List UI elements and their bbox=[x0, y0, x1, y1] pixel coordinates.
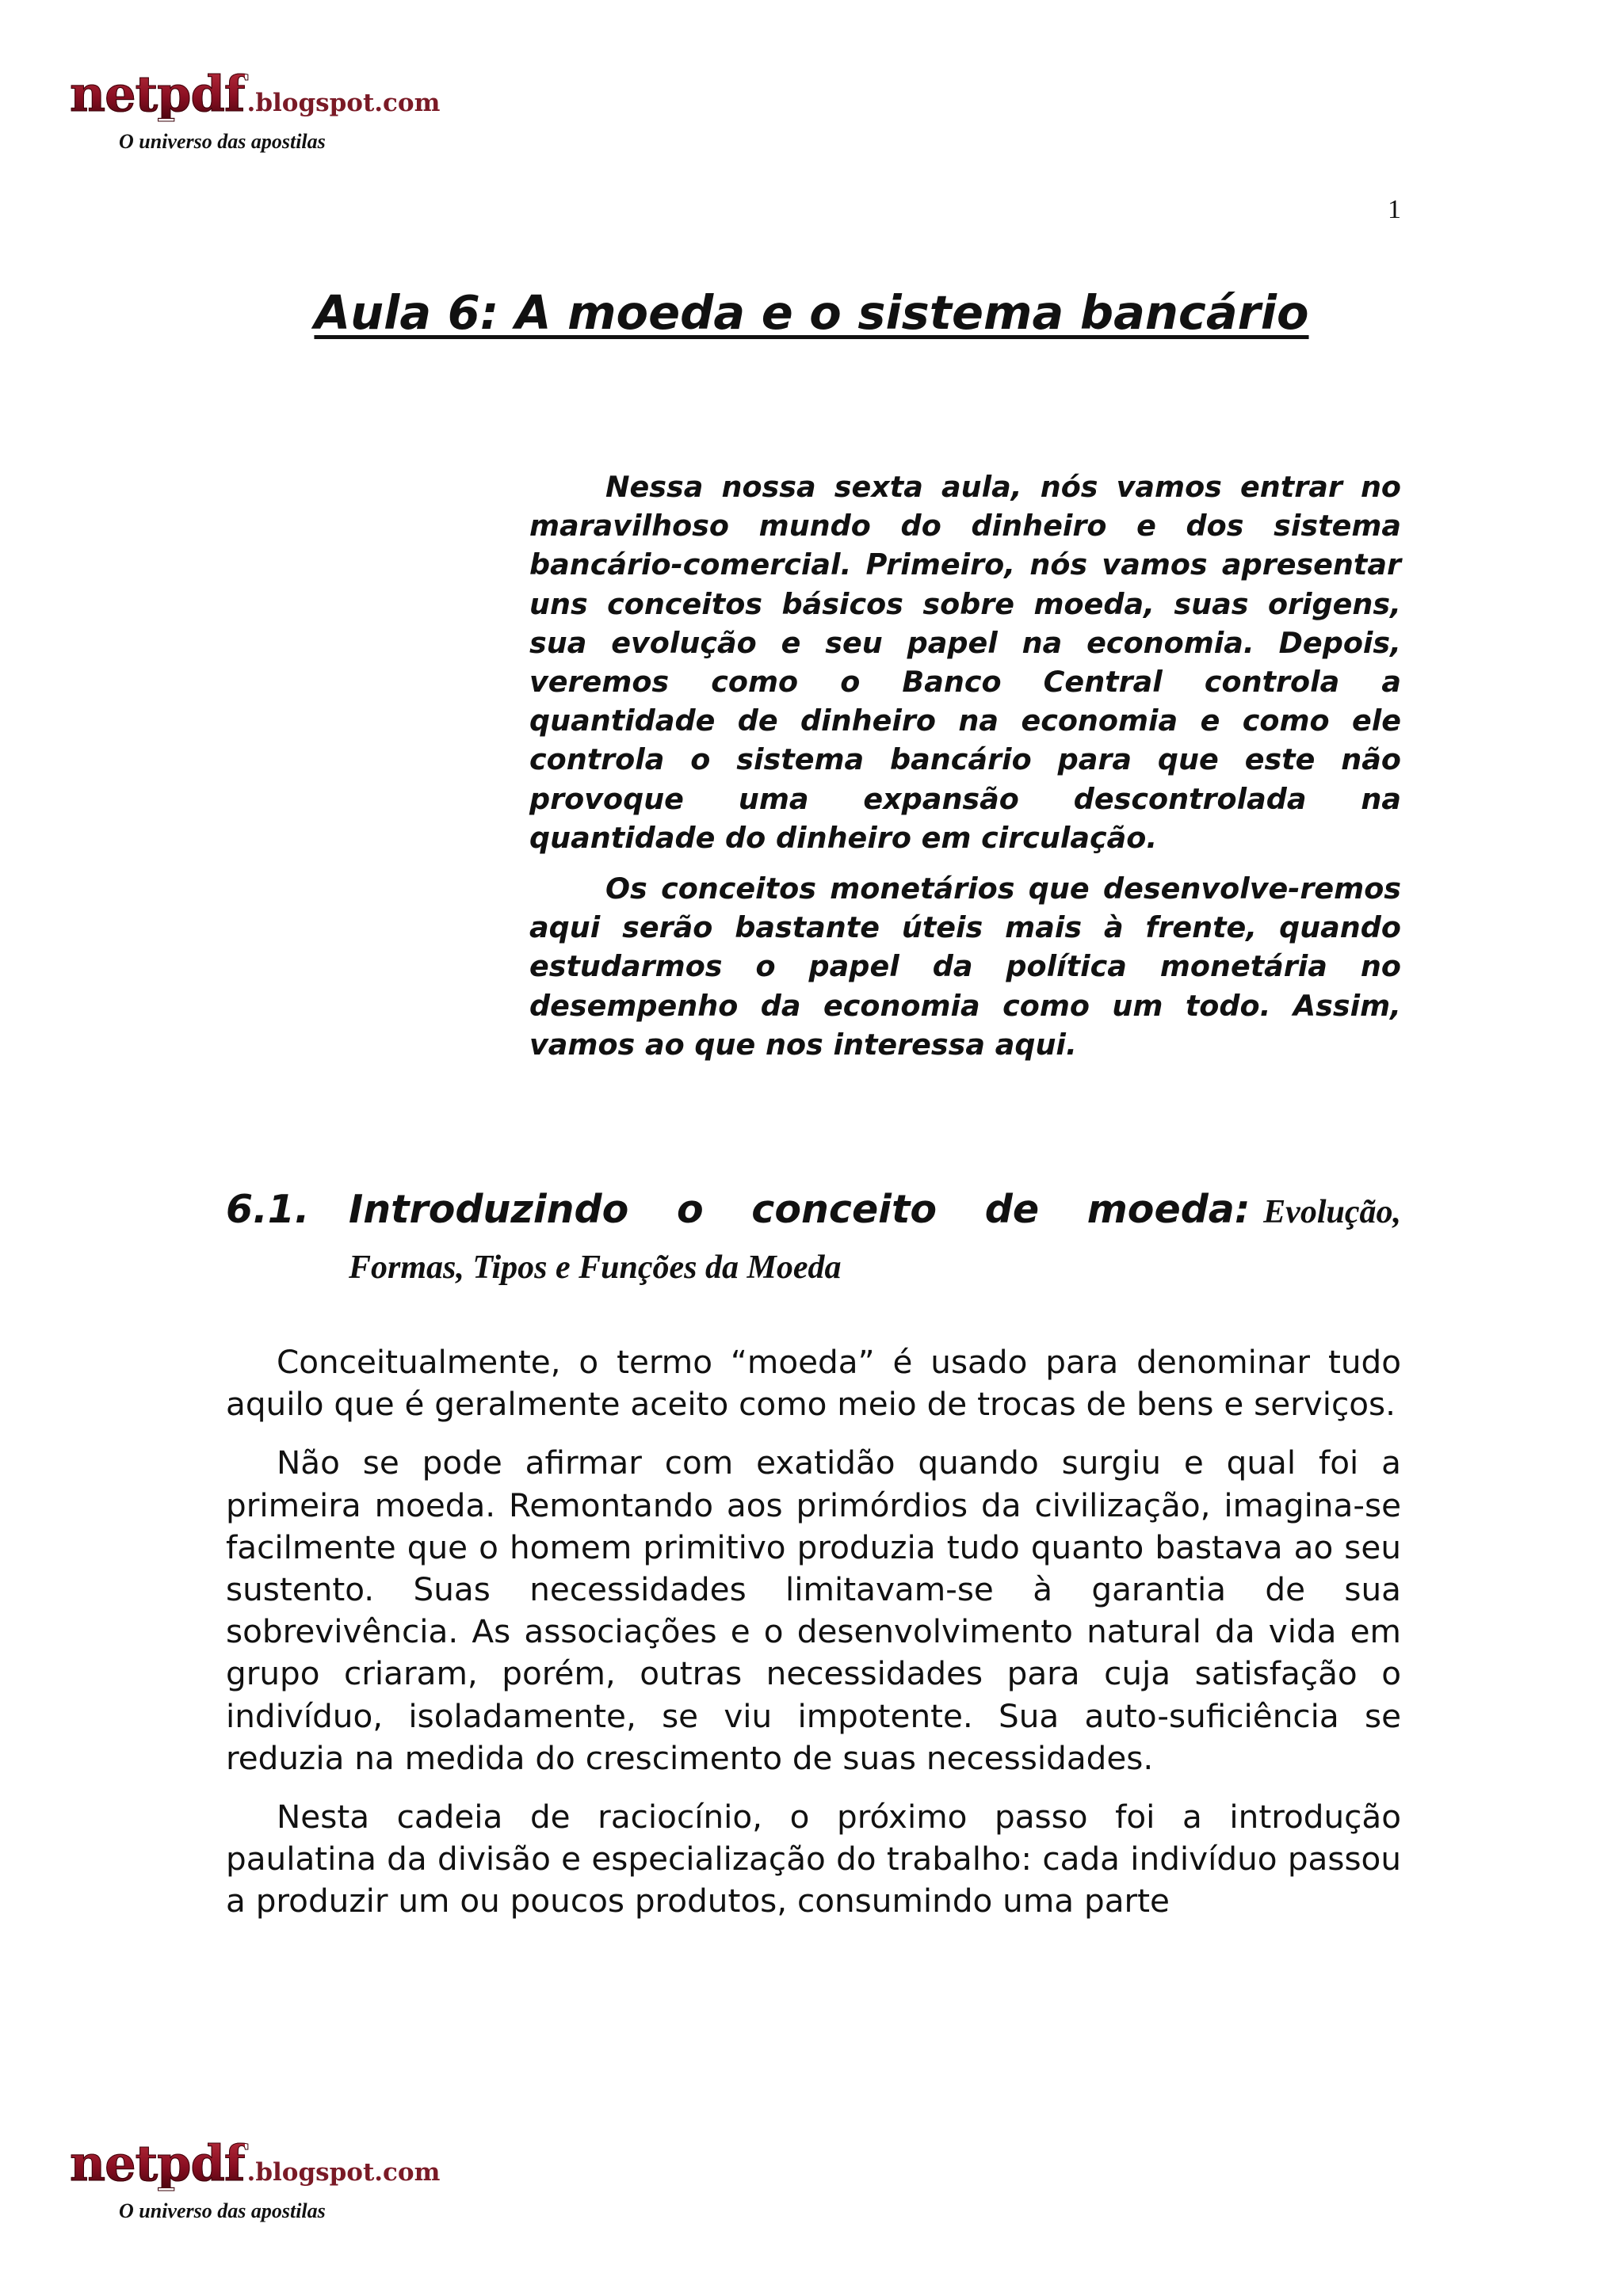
logo-domain-text: .blogspot.com bbox=[246, 2158, 441, 2187]
body-paragraph: Não se pode afirmar com exatidão quando surgiu e qual foi a primeira moeda. Remontando aos primórdios da civilização, imagina-se facilmente que o homem primitivo produzia tudo quanto bastava ao seu sustento. Suas necessidades limitavam-se à garantia de sua sobrevivência. As associações e o desenvolvimento natural da vida em grupo criaram, porém, outras necessidades para cuja satisfação o indivíduo, isoladamente, se viu impotente. Sua auto-suficiência se reduzia na medida do crescimento de suas necessidades. bbox=[226, 1444, 1401, 1777]
section-number: 6.1. bbox=[226, 1187, 310, 1232]
section-title-sub: Evolução, Formas, Tipos e Funções da Moeda bbox=[349, 1194, 1401, 1286]
header-logo bbox=[70, 65, 441, 154]
logo-wordmark bbox=[70, 2134, 441, 2195]
section-heading bbox=[226, 1185, 1401, 1299]
logo-wordmark bbox=[70, 65, 441, 125]
document-title: Aula 6: A moeda e o sistema bancário bbox=[314, 285, 1309, 340]
body-text bbox=[226, 1341, 1401, 1939]
logo-domain-text: .blogspot.com bbox=[246, 89, 441, 117]
page-number: 1 bbox=[1388, 195, 1401, 224]
body-paragraph: Conceitualmente, o termo “moeda” é usado para denominar tudo aquilo que é geralmente aceito como meio de trocas de bens e serviços. bbox=[226, 1343, 1401, 1424]
logo-tagline: O universo das apostilas bbox=[119, 130, 326, 153]
body-paragraph: Nesta cadeia de raciocínio, o próximo passo foi a introdução paulatina da divisão e especialização do trabalho: cada indivíduo passou a produzir um ou poucos produtos, consumindo uma parte bbox=[226, 1798, 1401, 1920]
footer-logo bbox=[70, 2134, 441, 2223]
intro-paragraph: Os conceitos monetários que desenvolve-remos aqui serão bastante úteis mais à frente, quando estudarmos o papel da política monetária no desempenho da economia como um todo. Assim, vamos ao que nos interessa aqui. bbox=[529, 871, 1401, 1062]
logo-main-text: netpdf bbox=[70, 65, 245, 123]
logo-main-text: netpdf bbox=[70, 2134, 245, 2192]
intro-block bbox=[529, 467, 1401, 1076]
intro-paragraph: Nessa nossa sexta aula, nós vamos entrar no maravilhoso mundo do dinheiro e dos sistema bancário-comercial. Primeiro, nós vamos apresentar uns conceitos básicos sobre moeda, suas origens, sua evolução e seu papel na economia. Depois, veremos como o Banco Central controla a quantidade de dinheiro na economia e como ele controla o sistema bancário para que este não provoque uma expansão descontrolada na quantidade do dinheiro em circulação. bbox=[529, 470, 1401, 855]
section-title-main: Introduzindo o conceito de moeda: bbox=[349, 1187, 1251, 1232]
logo-tagline: O universo das apostilas bbox=[119, 2199, 326, 2222]
section-title bbox=[349, 1185, 1401, 1299]
